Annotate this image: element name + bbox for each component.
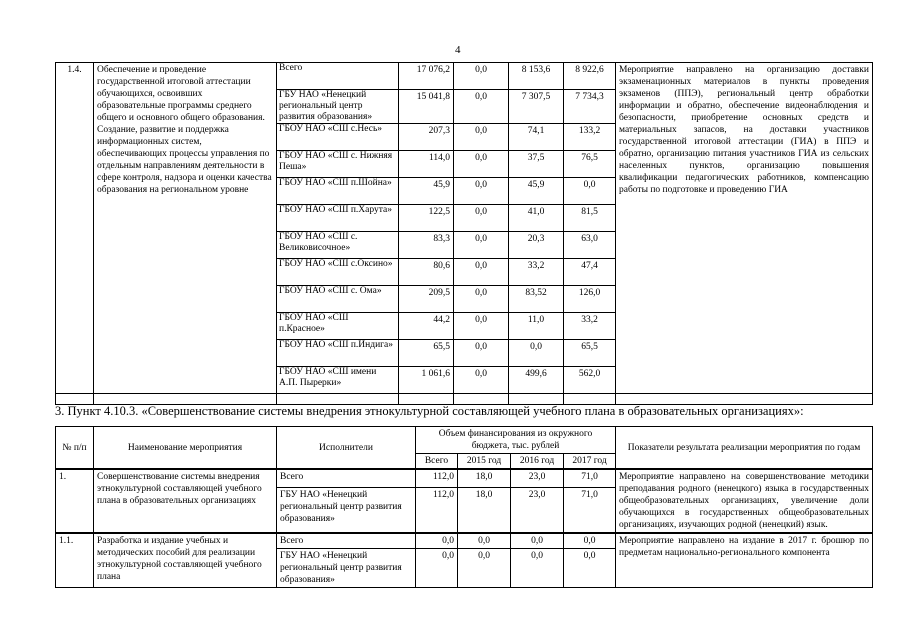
- year-2017-cell: 0,0: [564, 178, 616, 205]
- executor-cell: ГБОУ НАО «СШ с.Несь»: [277, 124, 399, 151]
- year-2016-cell: 8 153,6: [509, 63, 564, 90]
- empty-cell: [454, 394, 509, 405]
- year-2016-cell: 41,0: [509, 205, 564, 232]
- year-2015-cell: 0,0: [454, 367, 509, 394]
- executor-cell: ГБУ НАО «Ненецкий региональный центр развития образования»: [277, 487, 416, 533]
- executor-cell: ГБОУ НАО «СШ имени А.П. Пырерки»: [277, 367, 399, 394]
- table-row: [56, 469, 873, 487]
- year-2016-cell: 23,0: [511, 469, 564, 487]
- year-2017-cell: 71,0: [564, 469, 616, 487]
- empty-cell: [509, 394, 564, 405]
- year-2015-cell: 18,0: [458, 487, 511, 533]
- total-cell: 15 041,8: [399, 90, 454, 124]
- row-num: 1.1.: [56, 533, 94, 588]
- table-row: [56, 533, 873, 549]
- total-cell: 0,0: [416, 549, 458, 588]
- empty-cell: [277, 394, 399, 405]
- year-2016-cell: 83,52: [509, 286, 564, 313]
- year-2017-cell: 33,2: [564, 313, 616, 340]
- total-cell: 80,6: [399, 259, 454, 286]
- year-2016-cell: 45,9: [509, 178, 564, 205]
- executor-cell: ГБОУ НАО «СШ п.Харута»: [277, 205, 399, 232]
- executor-cell: ГБОУ НАО «СШ с. Ома»: [277, 286, 399, 313]
- row-num: 1.: [56, 469, 94, 533]
- executor-cell: ГБОУ НАО «СШ с. Великовисочное»: [277, 232, 399, 259]
- year-2017-cell: 81,5: [564, 205, 616, 232]
- header-2016: 2016 год: [511, 454, 564, 470]
- executor-cell: ГБОУ НАО «СШ с. Нижняя Пеша»: [277, 151, 399, 178]
- header-num: № п/п: [56, 427, 94, 470]
- year-2015-cell: 0,0: [454, 286, 509, 313]
- table-ethnocultural: [55, 426, 873, 588]
- header-total: Всего: [416, 454, 458, 470]
- header-name: Наименование мероприятия: [94, 427, 277, 470]
- empty-cell: [94, 394, 277, 405]
- year-2016-cell: 74,1: [509, 124, 564, 151]
- year-2015-cell: 0,0: [454, 63, 509, 90]
- year-2016-cell: 11,0: [509, 313, 564, 340]
- executor-cell: ГБУ НАО «Ненецкий региональный центр развития образования»: [277, 549, 416, 588]
- empty-cell: [564, 394, 616, 405]
- total-cell: 114,0: [399, 151, 454, 178]
- year-2017-cell: 562,0: [564, 367, 616, 394]
- executor-cell: Всего: [277, 63, 399, 90]
- page-number: 4: [455, 44, 461, 56]
- year-2016-cell: 0,0: [511, 549, 564, 588]
- empty-cell: [616, 394, 873, 405]
- year-2017-cell: 65,5: [564, 340, 616, 367]
- header-funding: Объем финансирования из окружного бюджета, тыс. рублей: [416, 427, 616, 454]
- result-description: Мероприятие направлено на совершенствование методики преподавания родного (ненецкого) языка в государственных общеобразовательных организациях, увеличение доли обучающихся в государственных общеобразовательных организациях, изучающих родной (ненецкий) язык.: [616, 469, 873, 533]
- result-description: Мероприятие направлено на организацию доставки экзаменационных материалов в пункты проведения экзаменов (ППЭ), региональный центр обработки информации и обратно, обеспечение видеонаблюдения и безопасности, приобретение основных средств и материальных запасов, на доставки участников государственной итоговой аттестации (ГИА) в ППЭ и обратно, организацию питания участников ГИА из сельских населенных пунктов, организацию повышения квалификации педагогических работников, компенсацию работы по подготовке и проведению ГИА: [616, 63, 873, 394]
- year-2015-cell: 0,0: [454, 178, 509, 205]
- total-cell: 65,5: [399, 340, 454, 367]
- executor-cell: Всего: [277, 533, 416, 549]
- year-2017-cell: 133,2: [564, 124, 616, 151]
- year-2017-cell: 71,0: [564, 487, 616, 533]
- total-cell: 112,0: [416, 487, 458, 533]
- year-2015-cell: 0,0: [454, 340, 509, 367]
- year-2015-cell: 0,0: [454, 90, 509, 124]
- total-cell: 83,3: [399, 232, 454, 259]
- year-2017-cell: 0,0: [564, 533, 616, 549]
- result-description: Мероприятие направлено на издание в 2017 г. брошюр по предметам национально-регионального компонента: [616, 533, 873, 588]
- empty-row: [56, 394, 873, 405]
- executor-cell: Всего: [277, 469, 416, 487]
- year-2016-cell: 0,0: [509, 340, 564, 367]
- executor-cell: ГБОУ НАО «СШ п.Шойна»: [277, 178, 399, 205]
- executor-cell: ГБУ НАО «Ненецкий региональный центр развития образования»: [277, 90, 399, 124]
- measure-name: Разработка и издание учебных и методических пособий для реализации этнокультурной составляющей учебного плана: [94, 533, 277, 588]
- year-2017-cell: 7 734,3: [564, 90, 616, 124]
- table-row: [56, 63, 873, 90]
- total-cell: 209,5: [399, 286, 454, 313]
- header-results: Показатели результата реализации мероприятия по годам: [616, 427, 873, 470]
- table-header-row: [56, 427, 873, 454]
- year-2017-cell: 76,5: [564, 151, 616, 178]
- year-2015-cell: 0,0: [458, 533, 511, 549]
- year-2015-cell: 0,0: [454, 259, 509, 286]
- year-2017-cell: 0,0: [564, 549, 616, 588]
- measure-name: Совершенствование системы внедрения этнокультурной составляющей учебного плана в образовательных организациях: [94, 469, 277, 533]
- year-2016-cell: 33,2: [509, 259, 564, 286]
- year-2015-cell: 0,0: [454, 313, 509, 340]
- total-cell: 122,5: [399, 205, 454, 232]
- executor-cell: ГБОУ НАО «СШ п.Индига»: [277, 340, 399, 367]
- year-2015-cell: 0,0: [454, 151, 509, 178]
- section-title: 3. Пункт 4.10.3. «Совершенствование системы внедрения этнокультурной составляющей учебного плана в образовательных организациях»:: [55, 404, 804, 418]
- year-2017-cell: 63,0: [564, 232, 616, 259]
- year-2015-cell: 18,0: [458, 469, 511, 487]
- measure-name: Обеспечение и проведение государственной итоговой аттестации обучающихся, освоивших образовательные программы среднего общего и основного общего образования. Создание, развитие и поддержка информационных систем, обеспечивающих процессы управления по отдельным направлениям деятельности в сфере контроля, надзора и оценки качества образования на региональном уровне: [94, 63, 277, 394]
- row-num: 1.4.: [56, 63, 94, 394]
- year-2015-cell: 0,0: [454, 124, 509, 151]
- year-2016-cell: 23,0: [511, 487, 564, 533]
- header-executors: Исполнители: [277, 427, 416, 470]
- executor-cell: ГБОУ НАО «СШ с.Оксино»: [277, 259, 399, 286]
- header-2017: 2017 год: [564, 454, 616, 470]
- year-2016-cell: 499,6: [509, 367, 564, 394]
- year-2015-cell: 0,0: [454, 205, 509, 232]
- total-cell: 1 061,6: [399, 367, 454, 394]
- total-cell: 112,0: [416, 469, 458, 487]
- total-cell: 45,9: [399, 178, 454, 205]
- year-2017-cell: 8 922,6: [564, 63, 616, 90]
- year-2016-cell: 0,0: [511, 533, 564, 549]
- year-2015-cell: 0,0: [454, 232, 509, 259]
- year-2016-cell: 7 307,5: [509, 90, 564, 124]
- total-cell: 0,0: [416, 533, 458, 549]
- table-gia-funding: [55, 62, 873, 405]
- year-2017-cell: 126,0: [564, 286, 616, 313]
- total-cell: 207,3: [399, 124, 454, 151]
- executor-cell: ГБОУ НАО «СШ п.Красное»: [277, 313, 399, 340]
- year-2015-cell: 0,0: [458, 549, 511, 588]
- empty-cell: [399, 394, 454, 405]
- total-cell: 44,2: [399, 313, 454, 340]
- header-2015: 2015 год: [458, 454, 511, 470]
- year-2017-cell: 47,4: [564, 259, 616, 286]
- year-2016-cell: 20,3: [509, 232, 564, 259]
- empty-cell: [56, 394, 94, 405]
- year-2016-cell: 37,5: [509, 151, 564, 178]
- total-cell: 17 076,2: [399, 63, 454, 90]
